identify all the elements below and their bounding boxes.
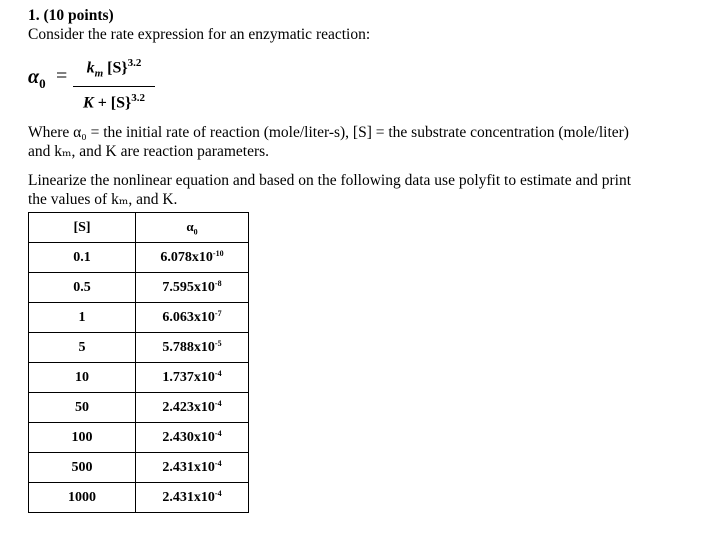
cell-substrate: 1 (29, 303, 136, 333)
task-line-1: Linearize the nonlinear equation and based on the following data use polyfit to estimate and print (28, 172, 632, 189)
cell-substrate: 10 (29, 363, 136, 393)
header-alpha: $\alpha_0$ (136, 213, 249, 243)
equation-lhs (28, 66, 46, 92)
table-row (29, 453, 249, 483)
task-paragraph (28, 171, 688, 209)
cell-substrate: 5 (29, 333, 136, 363)
lhs-symbol: α (28, 66, 40, 88)
table-row (29, 243, 249, 273)
data-table (28, 212, 249, 513)
table-header-row (29, 213, 249, 243)
fraction-bar (73, 86, 155, 87)
table-body (29, 243, 249, 513)
rate-equation (28, 52, 688, 110)
table-row (29, 423, 249, 453)
equation-denominator: K + [S}$^{3.2}$ (82, 91, 146, 111)
description-line-1: Where α₀ = the initial rate of reaction (mole/liter-s), [S] = the substrate concentration (mole/liter) (28, 124, 629, 141)
description-paragraph (28, 123, 688, 161)
description-line-2: and kₘ, and K are reaction parameters. (28, 143, 270, 160)
table-row (29, 273, 249, 303)
equation-numerator: $k_m$ [S}$^{3.2}$ (86, 57, 142, 80)
table-row (29, 363, 249, 393)
cell-rate: $2.430x10^{-4}$ (136, 423, 249, 453)
cell-substrate: 0.1 (29, 243, 136, 273)
table-row (29, 483, 249, 513)
cell-substrate: 500 (29, 453, 136, 483)
question-title: 1. (10 points) (28, 7, 114, 24)
header-s: [S] (29, 213, 136, 243)
cell-rate: $6.078x10^{-10}$ (136, 243, 249, 273)
task-line-2: the values of kₘ, and K. (28, 191, 178, 208)
problem-document (28, 7, 688, 505)
cell-rate: $2.431x10^{-4}$ (136, 453, 249, 483)
cell-rate: $7.595x10^{-8}$ (136, 273, 249, 303)
table-row (29, 333, 249, 363)
question-intro: Consider the rate expression for an enzymatic reaction: (28, 26, 371, 43)
cell-rate: $5.788x10^{-5}$ (136, 333, 249, 363)
lhs-subscript: 0 (39, 76, 46, 91)
equation-equals: = (56, 65, 68, 87)
cell-rate: $2.423x10^{-4}$ (136, 393, 249, 423)
equation-fraction (73, 52, 155, 113)
table-row (29, 393, 249, 423)
cell-rate: $2.431x10^{-4}$ (136, 483, 249, 513)
cell-substrate: 100 (29, 423, 136, 453)
cell-substrate: 50 (29, 393, 136, 423)
cell-substrate: 0.5 (29, 273, 136, 303)
table-row (29, 303, 249, 333)
cell-rate: $1.737x10^{-4}$ (136, 363, 249, 393)
cell-rate: $6.063x10^{-7}$ (136, 303, 249, 333)
cell-substrate: 1000 (29, 483, 136, 513)
